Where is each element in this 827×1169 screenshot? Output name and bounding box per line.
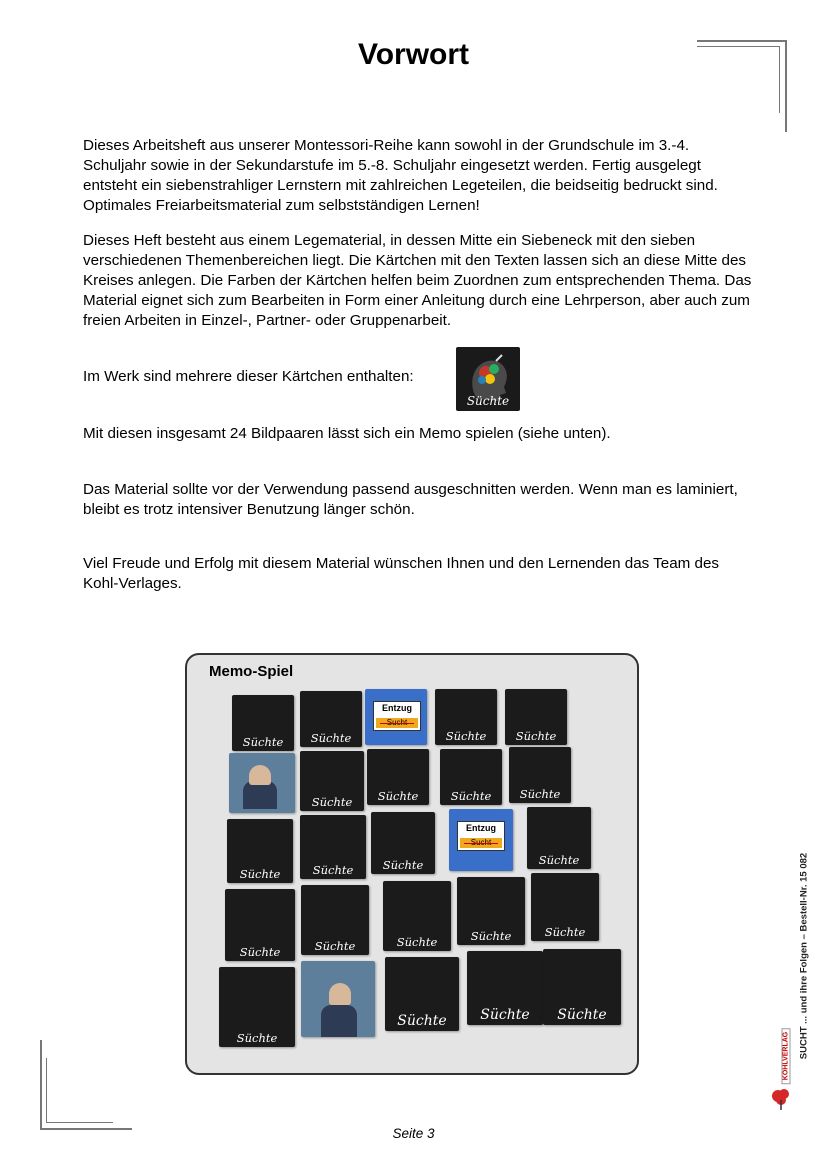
memo-card: [300, 815, 366, 879]
memo-card-label: Süchte: [239, 945, 281, 959]
memo-game-photo: [185, 653, 639, 1075]
memo-card-sign: [449, 809, 513, 871]
memo-card-photo: [229, 753, 295, 813]
memo-card-label: Süchte: [314, 939, 356, 953]
memo-card-label: Süchte: [557, 1007, 607, 1023]
card-label: Süchte: [466, 394, 510, 408]
memo-card: [383, 881, 451, 951]
memo-card-label: Süchte: [396, 935, 438, 949]
memo-card-photo: [301, 961, 375, 1037]
memo-card-label: Süchte: [515, 729, 557, 743]
memo-card-label: Süchte: [312, 863, 354, 877]
person-photo: [243, 781, 277, 809]
memo-card-label: Süchte: [480, 1007, 530, 1023]
memo-title: Memo-Spiel: [209, 663, 294, 680]
memo-card: [505, 689, 567, 745]
kohl-tree-icon: [770, 1086, 792, 1110]
memo-card: [531, 873, 599, 941]
memo-card: [227, 819, 293, 883]
memo-card: [232, 695, 294, 751]
page-title: Vorwort: [357, 38, 470, 71]
bottom-left-frame-inner: [46, 1058, 113, 1123]
memo-card: [225, 889, 295, 961]
memo-card: [367, 749, 429, 805]
memo-card: [457, 877, 525, 945]
memo-card: [543, 949, 621, 1025]
memo-card: [440, 749, 502, 805]
closing-paragraph: Viel Freude und Erfolg mit diesem Material wünschen Ihnen und den Lernenden das Team des Kohl-Verlages.: [83, 555, 720, 592]
cards-paragraph: Im Werk sind mehrere dieser Kärtchen enthalten:: [83, 368, 414, 385]
cutting-paragraph: Das Material sollte vor der Verwendung passend ausgeschnitten werden. Wenn man es laminiert, bleibt es trotz intensiver Benutzung länger schön.: [83, 481, 738, 518]
town-sign-icon: [373, 701, 421, 731]
sign-bottom-text: Sucht: [460, 838, 502, 848]
memo-card: [385, 957, 459, 1031]
publisher-logo: KOHLVERLAG: [782, 1028, 791, 1084]
memo-card: [509, 747, 571, 803]
sign-bottom-text: Sucht: [376, 718, 418, 728]
person-photo: [321, 1005, 357, 1037]
memo-paragraph: Mit diesen insgesamt 24 Bildpaaren lässt sich ein Memo spielen (siehe unten).: [83, 425, 611, 442]
memo-card-label: Süchte: [239, 867, 281, 881]
memo-card-label: Süchte: [310, 731, 352, 745]
town-sign-icon: [457, 821, 505, 851]
memo-card: [371, 812, 435, 874]
memo-card: [300, 751, 364, 811]
memo-card: [527, 807, 591, 869]
sample-card-image: [456, 347, 520, 411]
person-head: [329, 983, 351, 1005]
sign-top-text: Entzug: [382, 703, 412, 713]
memo-card-label: Süchte: [236, 1031, 278, 1045]
memo-card: [467, 951, 543, 1025]
memo-card-label: Süchte: [377, 789, 419, 803]
memo-card-label: Süchte: [382, 858, 424, 872]
memo-card-label: Süchte: [450, 789, 492, 803]
memo-card: [301, 885, 369, 955]
material-paragraph: Dieses Heft besteht aus einem Legematerial, in dessen Mitte ein Siebeneck mit den sieben verschiedenen Themenbereichen liegt. Die Kärtchen mit den Texten lassen sich an diese Mitte des Kreises anlegen. Die Farben der Kärtchen helfen beim Zuordnen zum entsprechenden Thema. Das Material eignet sich zum Bearbeiten in Form einer Anleitung durch eine Lehrperson, aber auch zum freien Arbeiten in Einzel-, Partner- oder Gruppenarbeit.: [83, 232, 752, 329]
memo-card-label: Süchte: [397, 1013, 447, 1029]
sign-top-text: Entzug: [466, 823, 496, 833]
memo-card: [219, 967, 295, 1047]
memo-card-label: Süchte: [445, 729, 487, 743]
person-head: [249, 765, 271, 785]
memo-card-label: Süchte: [538, 853, 580, 867]
series-order-number: SUCHT ... und ihre Folgen – Bestell-Nr. 15 082: [798, 852, 810, 1060]
memo-card-label: Süchte: [470, 929, 512, 943]
intro-paragraph: Dieses Arbeitsheft aus unserer Montessori-Reihe kann sowohl in der Grundschule im 3.-4. Schuljahr sowie in der Sekundarstufe im 5.-8. Schuljahr eingesetzt werden. Fertig ausgelegt entsteht ein siebenstrahliger Lernstern mit zahlreichen Legeteilen, die beidseitig bedruckt sind. Optimales Freiarbeitsmaterial zum selbstständigen Lernen!: [83, 137, 718, 214]
memo-card-label: Süchte: [519, 787, 561, 801]
memo-card-sign: [365, 689, 427, 745]
memo-card: [435, 689, 497, 745]
memo-card-label: Süchte: [311, 795, 353, 809]
memo-card-label: Süchte: [242, 735, 284, 749]
memo-card: [300, 691, 362, 747]
page-number: Seite 3: [392, 1126, 435, 1141]
memo-card-label: Süchte: [544, 925, 586, 939]
